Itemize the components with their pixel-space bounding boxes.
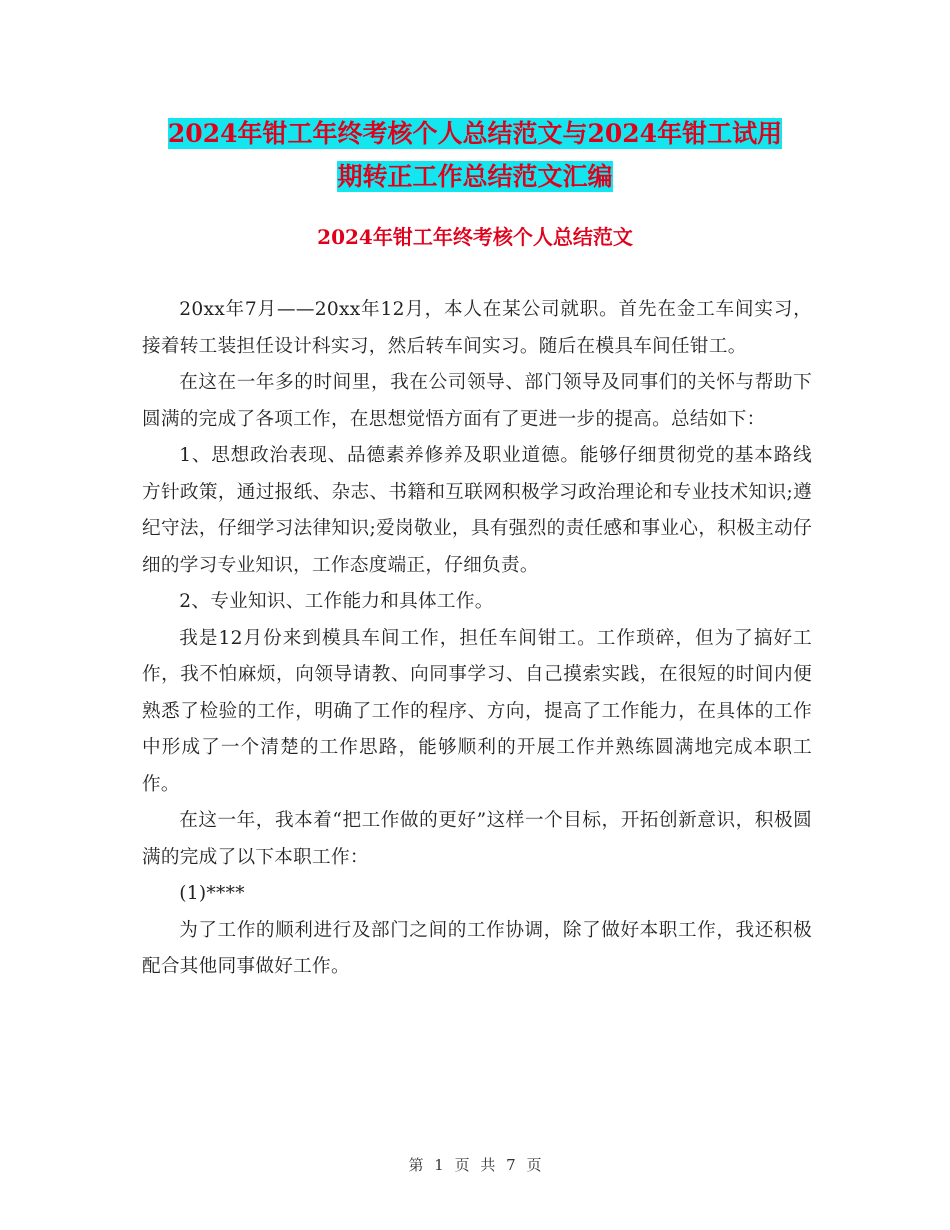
paragraph: 1、思想政治表现、品德素养修养及职业道德。能够仔细贯彻党的基本路线方针政策，通过报纸、杂志、书籍和互联网积极学习政治理论和专业技术知识;遵纪守法，仔细学习法律知识;爱岗敬业，具有强烈的责任感和事业心，积极主动仔细的学习专业知识，工作态度端正，仔细负责。	[142, 445, 812, 576]
paragraph: 20xx年7月——20xx年12月，本人在某公司就职。首先在金工车间实习，接着转工装担任设计科实习，然后转车间实习。随后在模具车间任钳工。	[142, 299, 812, 357]
paragraph: 在这在一年多的时间里，我在公司领导、部门领导及同事们的关怀与帮助下圆满的完成了各项工作，在思想觉悟方面有了更进一步的提高。总结如下：	[142, 372, 812, 430]
document-title	[140, 112, 810, 198]
paragraph: 为了工作的顺利进行及部门之间的工作协调，除了做好本职工作，我还积极配合其他同事做好工作。	[142, 919, 812, 977]
paragraph: (1)****	[179, 883, 245, 904]
section-title: 2024年钳工年终考核个人总结范文	[317, 225, 633, 249]
paragraph: 在这一年，我本着“把工作做的更好”这样一个目标，开拓创新意识，积极圆满的完成了以下本职工作：	[142, 810, 812, 868]
document-title-line-1: 2024年钳工年终考核个人总结范文与2024年钳工试用	[167, 119, 783, 148]
page-footer: 第 1 页 共 7 页	[408, 1156, 542, 1174]
document-body	[142, 292, 812, 986]
paragraph: 我是12月份来到模具车间工作，担任车间钳工。工作琐碎，但为了搞好工作，我不怕麻烦，向领导请教、向同事学习、自己摸索实践，在很短的时间内便熟悉了检验的工作，明确了工作的程序、方向，提高了工作能力，在具体的工作中形成了一个清楚的工作思路，能够顺利的开展工作并熟练圆满地完成本职工作。	[142, 627, 812, 795]
paragraph: 2、专业知识、工作能力和具体工作。	[179, 591, 494, 612]
document-title-line-2: 期转正工作总结范文汇编	[337, 162, 613, 191]
